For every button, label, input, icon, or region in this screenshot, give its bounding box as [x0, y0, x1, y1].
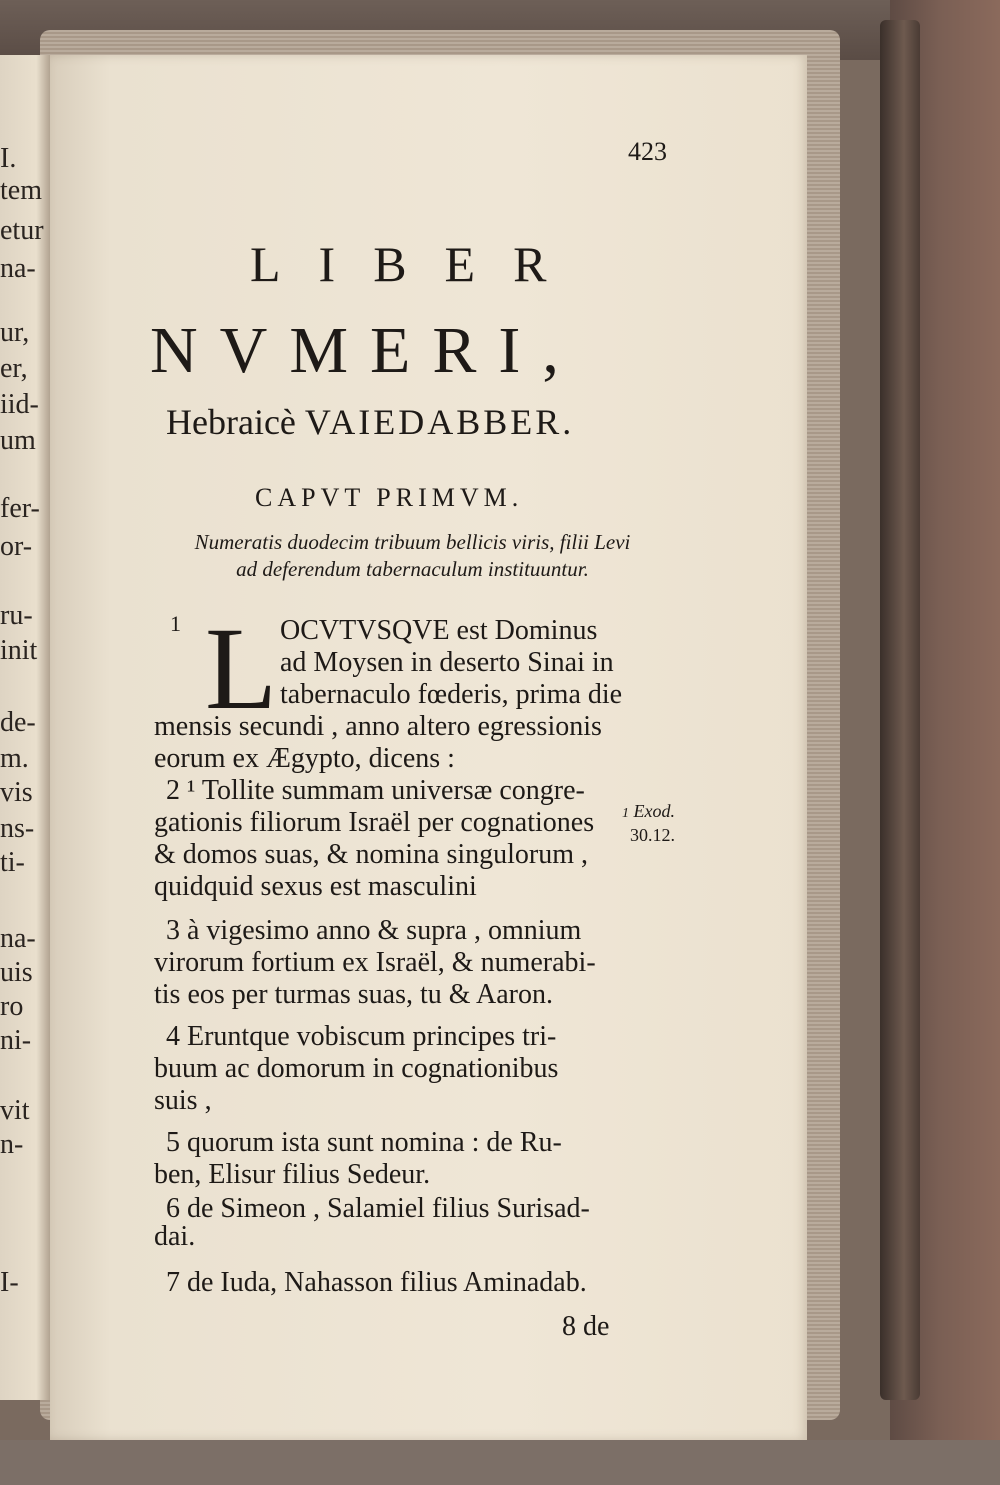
verse-line: dai.	[154, 1221, 196, 1252]
verse-line: eorum ex Ægypto, dicens :	[154, 743, 455, 774]
left-page-fragment: ni-	[0, 1025, 32, 1056]
left-page-fragment: ro	[0, 991, 24, 1022]
left-page-fragment: ns-	[0, 813, 35, 844]
verse-line: OCVTVSQVE est Dominus	[280, 615, 598, 646]
verse-line: virorum fortium ex Israël, & numerabi-	[154, 947, 596, 978]
left-page-fragment: er,	[0, 353, 28, 384]
title-numeri: NVMERI,	[150, 314, 581, 387]
left-page-fragment: na-	[0, 923, 36, 954]
verse-line: quidquid sexus est masculini	[154, 871, 477, 902]
margin-note-marker: 1	[622, 806, 629, 821]
left-page-fragment: or-	[0, 531, 33, 562]
left-page-fragment: iid-	[0, 389, 39, 420]
margin-note-book: Exod.	[633, 801, 675, 821]
verse-line: 5 quorum ista sunt nomina : de Ru-	[166, 1127, 562, 1158]
verse-line: suis ,	[154, 1085, 212, 1116]
left-page-fragment: vis	[0, 777, 33, 808]
left-page-fragment: I.	[0, 143, 17, 174]
left-page-fragment: ti-	[0, 847, 25, 878]
title-liber: LIBER	[250, 236, 585, 292]
catchword: 8 de	[562, 1311, 610, 1342]
left-page-fragment: n-	[0, 1129, 24, 1160]
verse-line: mensis secundi , anno altero egressionis	[154, 711, 602, 742]
right-page	[50, 55, 807, 1440]
title-hebraice-word: Hebraicè	[166, 402, 296, 442]
verse-line: & domos suas, & nomina singulorum ,	[154, 839, 588, 870]
drop-cap: L	[205, 603, 278, 734]
verse-line: 2 ¹ Tollite summam universæ congre-	[166, 775, 585, 806]
chapter-heading: CAPVT PRIMVM.	[255, 483, 524, 512]
left-page-fragment: m.	[0, 743, 29, 774]
title-hebraice	[166, 401, 574, 443]
left-page-fragment: de-	[0, 707, 36, 738]
background-bottom	[0, 1440, 1000, 1485]
left-page-fragment: I-	[0, 1267, 19, 1298]
left-page-fragment: vit	[0, 1095, 30, 1126]
left-page-fragment: init	[0, 635, 38, 666]
margin-note	[622, 801, 675, 822]
book-cover-edge	[880, 20, 920, 1400]
verse-number: 1	[170, 611, 181, 636]
chapter-summary-line: ad deferendum tabernaculum instituuntur.	[236, 557, 589, 581]
verse-line: 7 de Iuda, Nahasson filius Aminadab.	[166, 1267, 587, 1298]
chapter-summary-line: Numeratis duodecim tribuum bellicis viris, filii Levi	[194, 530, 631, 554]
verse-line: 6 de Simeon , Salamiel filius Surisad-	[166, 1193, 590, 1224]
left-page-fragment: etur	[0, 215, 44, 246]
left-page-fragment: ru-	[0, 600, 33, 631]
left-page-fragment: tem	[0, 175, 42, 206]
left-page-fragment: uis	[0, 957, 33, 988]
left-page-fragment: na-	[0, 253, 36, 284]
verse-line: ben, Elisur filius Sedeur.	[154, 1159, 431, 1190]
verse-line: ad Moysen in deserto Sinai in	[280, 647, 614, 678]
chapter-summary	[150, 529, 675, 583]
verse-line: buum ac domorum in cognationibus	[154, 1053, 559, 1084]
verse-line: 4 Eruntque vobiscum principes tri-	[166, 1021, 557, 1052]
left-page-fragment: um	[0, 425, 36, 456]
verse-line: tis eos per turmas suas, tu & Aaron.	[154, 979, 553, 1010]
verse-line: 3 à vigesimo anno & supra , omnium	[166, 915, 582, 946]
left-page-edge	[0, 55, 52, 1400]
margin-note-reference: 30.12.	[630, 825, 675, 845]
page-number: 423	[628, 137, 667, 166]
verse-line: gationis filiorum Israël per cognationes	[154, 807, 595, 838]
left-page-fragment: ur,	[0, 317, 30, 348]
verse-line: tabernaculo fœderis, prima die	[280, 679, 623, 710]
left-page-fragment: fer-	[0, 493, 40, 524]
title-hebrew-name: VAIEDABBER.	[304, 402, 575, 442]
